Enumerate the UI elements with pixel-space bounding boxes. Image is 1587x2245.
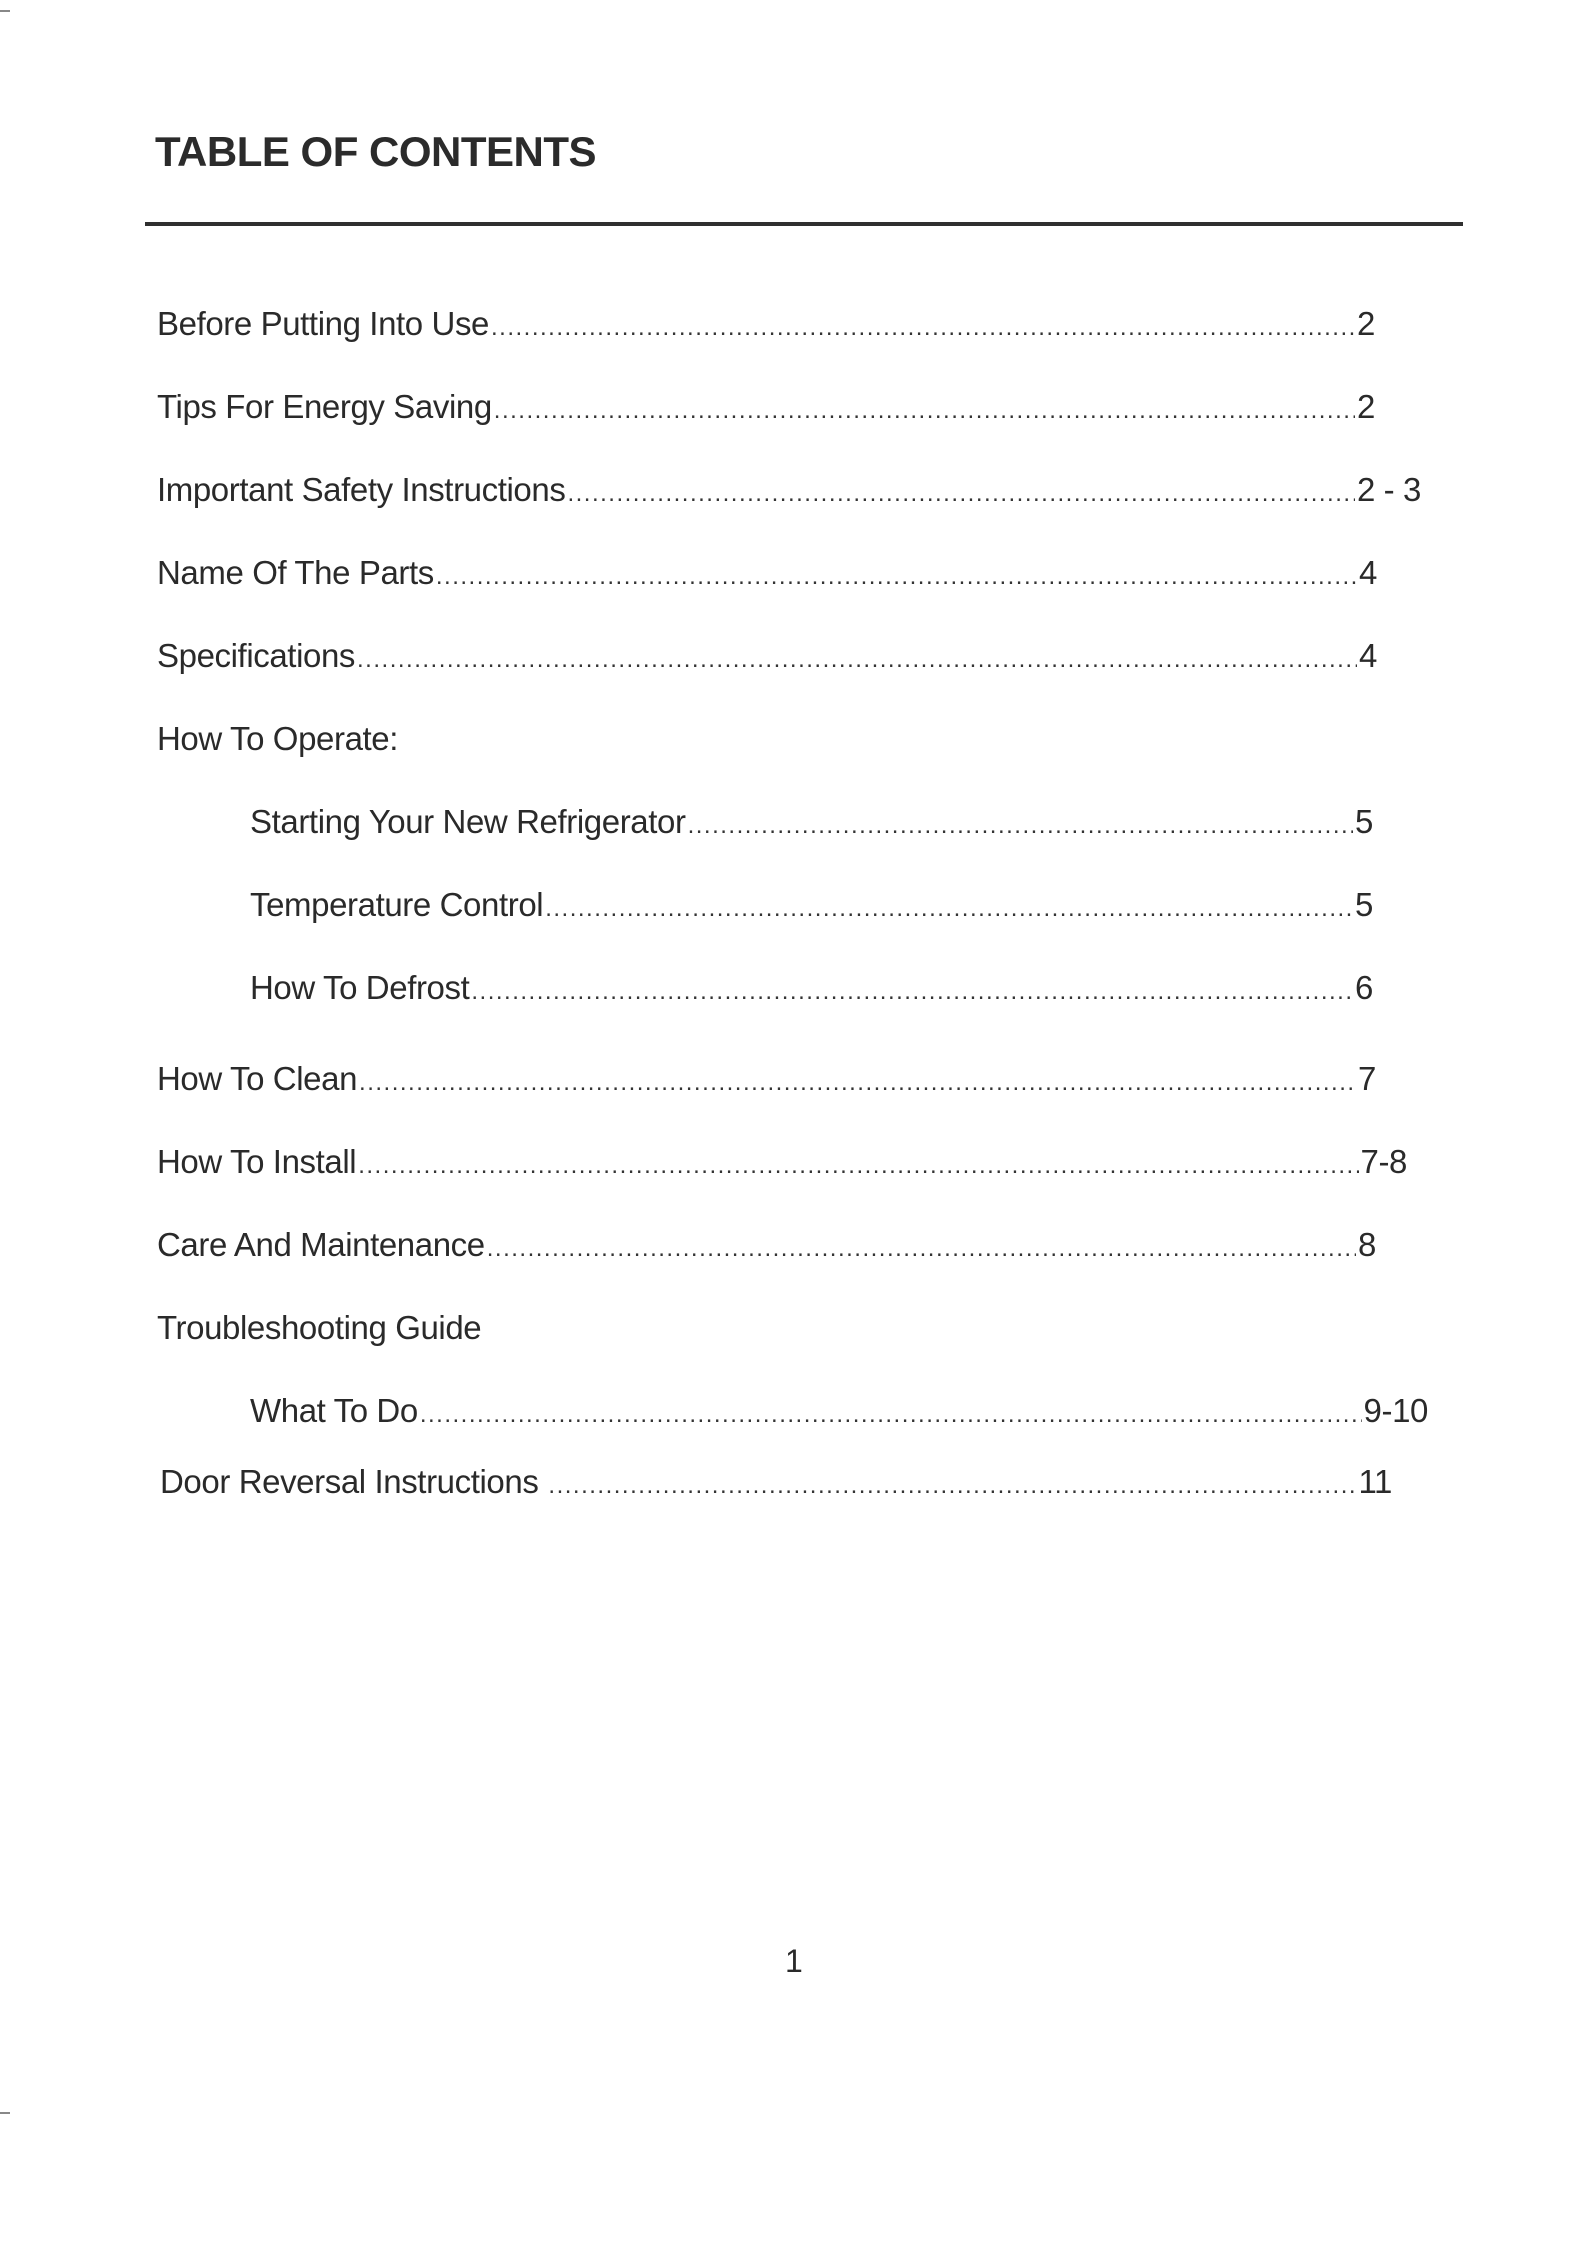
toc-dot-leader [487,1233,1356,1265]
page-footer-number: 1 [785,1943,803,1979]
toc-page-number: 8 [1358,1226,1376,1263]
toc-entry-label: Starting Your New Refrigerator [250,803,686,840]
toc-entry-how-to-install [157,1142,1407,1182]
toc-entry-label: What To Do [250,1392,418,1429]
toc-entry-care-and-maintenance [157,1225,1376,1265]
toc-dot-leader [494,395,1355,427]
toc-entry-how-to-clean [157,1059,1376,1099]
toc-entry-important-safety-instructions [157,470,1421,510]
toc-entry-label: Important Safety Instructions [157,471,566,508]
toc-entry-starting-your-new-refrigerator [250,802,1373,842]
toc-entry-label: How To Install [157,1143,357,1180]
toc-entry-label: Specifications [157,637,356,674]
toc-dot-leader [359,1067,1356,1099]
toc-page-number: 4 [1359,554,1377,591]
toc-page-number: 2 [1357,388,1375,425]
toc-entry-label: Before Putting Into Use [157,305,489,342]
toc-dot-leader [545,893,1353,925]
toc-entry-door-reversal-instructions [160,1462,1392,1502]
toc-page-number: 2 - 3 [1356,471,1421,508]
toc-dot-leader [357,644,1357,676]
toc-entry-how-to-defrost [250,968,1373,1008]
toc-entry-label: How To Defrost [250,969,470,1006]
toc-entry-label: How To Clean [157,1060,358,1097]
title-divider [145,222,1463,226]
toc-page-number: 7-8 [1360,1143,1407,1180]
edge-mark-bottom [0,2112,10,2114]
page-title: TABLE OF CONTENTS [155,128,597,175]
toc-heading-how-to-operate: How To Operate: [157,720,399,757]
toc-dot-leader [491,312,1355,344]
toc-entry-specifications [157,636,1377,676]
toc-page-number: 5 [1355,886,1373,923]
toc-page-number: 5 [1355,803,1373,840]
toc-entry-label: Tips For Energy Saving [157,388,492,425]
toc-entry-label: Door Reversal Instructions [160,1463,539,1500]
toc-page-number: 4 [1359,637,1377,674]
toc-page-number: 2 [1357,305,1375,342]
toc-entry-name-of-the-parts [157,553,1377,593]
toc-dot-leader [688,810,1353,842]
toc-entry-before-putting-into-use [157,304,1375,344]
toc-heading-troubleshooting-guide: Troubleshooting Guide [157,1309,482,1346]
toc-entry-label: Care And Maintenance [157,1226,485,1263]
toc-dot-leader [420,1399,1362,1431]
toc-entry-temperature-control [250,885,1373,925]
toc-page-number: 11 [1358,1463,1392,1500]
toc-page-number: 7 [1358,1060,1376,1097]
toc-entry-label: Temperature Control [250,886,544,923]
toc-entry-tips-for-energy-saving [157,387,1375,427]
toc-dot-leader [358,1150,1358,1182]
toc-page-number: 6 [1355,969,1373,1006]
edge-mark-top [0,10,10,12]
toc-entry-label: Name Of The Parts [157,554,434,591]
toc-dot-leader [436,561,1357,593]
toc-entry-what-to-do [250,1391,1428,1431]
toc-dot-leader [548,1470,1356,1502]
toc-dot-leader [567,478,1355,510]
toc-page-number: 9-10 [1363,1392,1428,1429]
toc-dot-leader [471,976,1353,1008]
